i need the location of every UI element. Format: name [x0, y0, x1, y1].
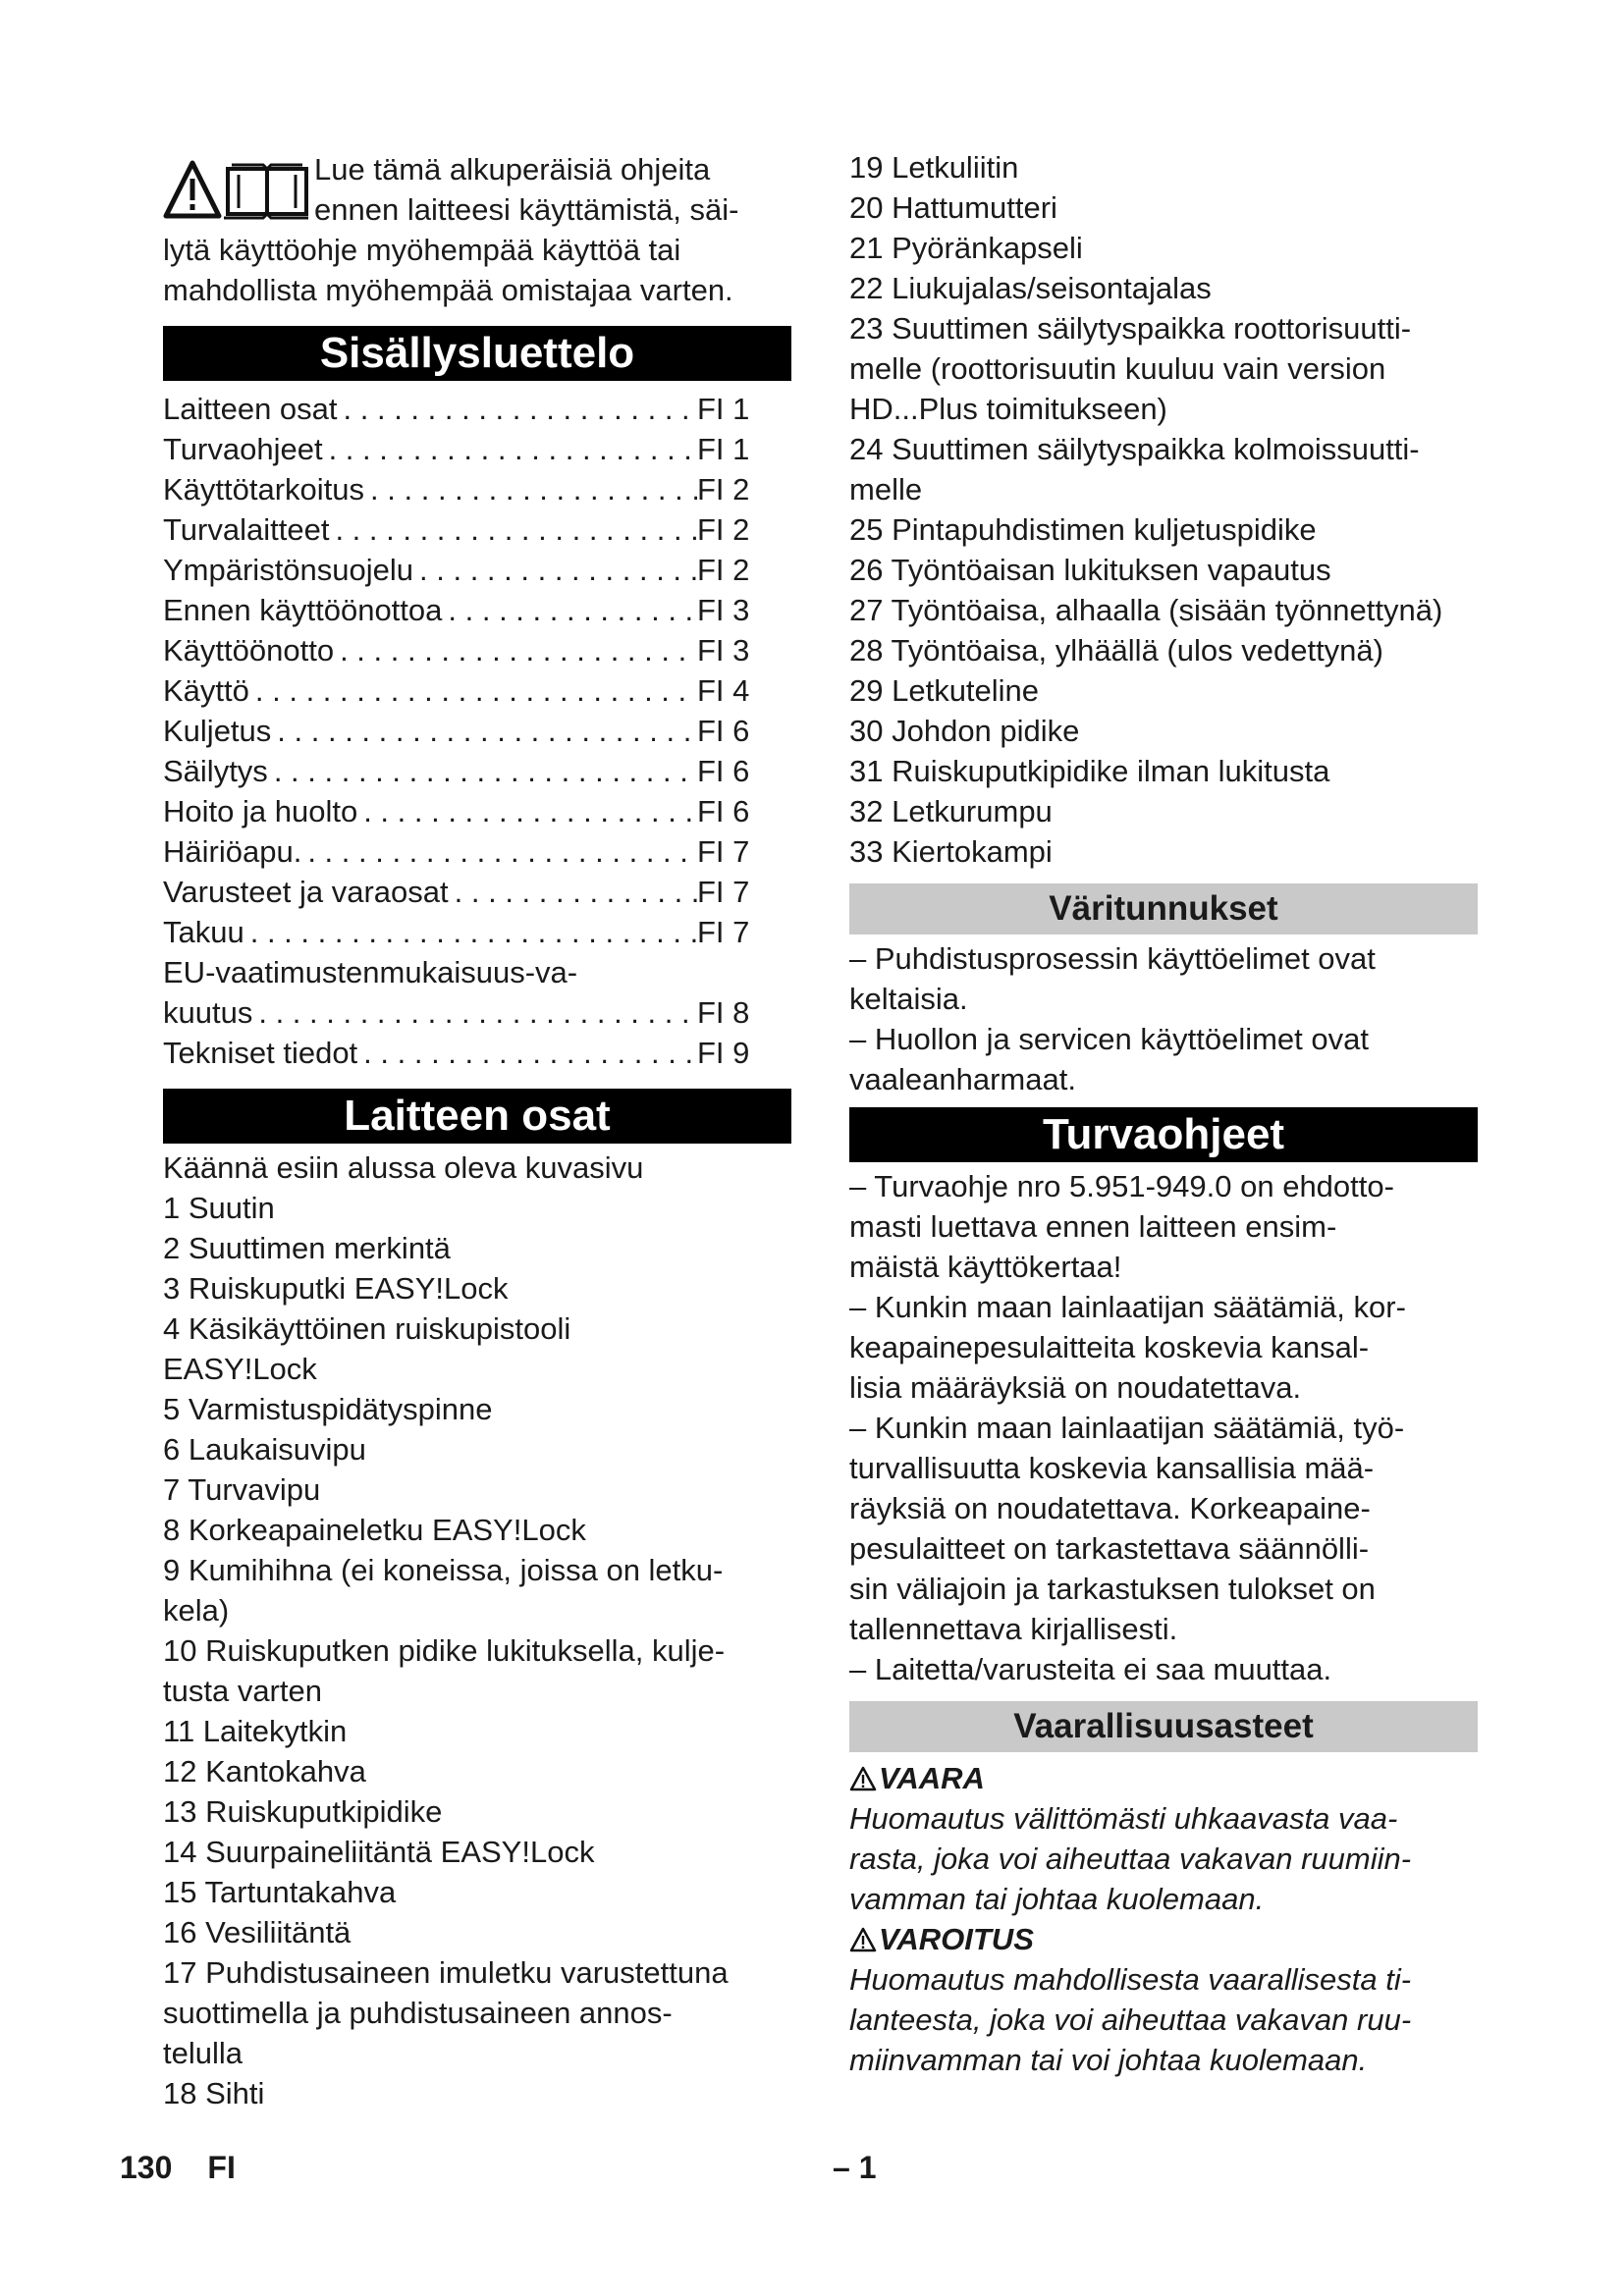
language-code: FI — [207, 2150, 236, 2185]
list-item: 11 Laitekytkin — [163, 1714, 348, 1748]
list-item: 27 Työntöaisa, alhaalla (sisään työnnettynä) — [849, 593, 1443, 627]
toc-entry[interactable]: Säilytys . . . FI 6 — [163, 751, 791, 791]
hazard-danger — [849, 1758, 1478, 1919]
intro-line: mahdollista myöhempää omistajaa varten. — [163, 273, 733, 307]
list-item: 2 Suuttimen merkintä — [163, 1231, 451, 1265]
warning-triangle-icon — [166, 163, 219, 216]
toc-entry[interactable]: Kuljetus . . . FI 6 — [163, 711, 791, 751]
list-item: – Puhdistusprosessin käyttöelimet ovat keltaisia. — [849, 941, 1376, 1016]
colors-list — [849, 938, 1478, 1099]
list-item: 17 Puhdistusaineen imuletku varustettuna suottimella ja puhdistusaineen annos- telulla — [163, 1955, 729, 2070]
toc-entry[interactable]: Takuu . . . FI 7 — [163, 912, 791, 952]
list-item: 23 Suuttimen säilytyspaikka roottorisuutti- melle (roottorisuutin kuuluu vain version HD...Plus toimitukseen) — [849, 311, 1412, 426]
intro-notice — [163, 147, 791, 310]
list-item: 16 Vesiliitäntä — [163, 1915, 352, 1949]
list-item: 31 Ruiskuputkipidike ilman lukitusta — [849, 754, 1330, 788]
toc-heading: Sisällysluettelo — [163, 326, 791, 381]
list-item: 9 Kumihihna (ei koneissa, joissa on letku- kela) — [163, 1553, 724, 1628]
toc-entry[interactable]: Hoito ja huolto . . . FI 6 — [163, 791, 791, 831]
list-item: 20 Hattumutteri — [849, 190, 1057, 225]
safety-list — [849, 1166, 1478, 1689]
list-item: 18 Sihti — [163, 2076, 265, 2110]
intro-icons — [163, 155, 308, 228]
list-item: 33 Kiertokampi — [849, 834, 1053, 869]
intro-line: Lue tämä alkuperäisiä ohjeita — [314, 152, 711, 187]
list-item: 26 Työntöaisan lukituksen vapautus — [849, 553, 1331, 587]
toc-entry[interactable]: Turvaohjeet . . . FI 1 — [163, 429, 791, 469]
list-item: – Kunkin maan lainlaatijan säätämiä, kor- keapainepesulaitteita koskevia kansal- lisia määräyksiä on noudatettava. — [849, 1290, 1406, 1405]
parts-heading: Laitteen osat — [163, 1089, 791, 1144]
list-item: 15 Tartuntakahva — [163, 1875, 397, 1909]
warning-label: VAROITUS — [879, 1922, 1034, 1956]
list-item: 32 Letkurumpu — [849, 794, 1053, 828]
toc-entry[interactable]: Käyttötarkoitus . . . FI 2 — [163, 469, 791, 509]
list-item: 13 Ruiskuputkipidike — [163, 1794, 443, 1829]
list-item: 22 Liukujalas/seisontajalas — [849, 271, 1212, 305]
toc-entry[interactable]: Ennen käyttöönottoa . . . FI 3 — [163, 590, 791, 630]
list-item: 12 Kantokahva — [163, 1754, 366, 1789]
list-item: – Huollon ja servicen käyttöelimet ovat vaaleanharmaat. — [849, 1022, 1369, 1096]
toc-entry[interactable]: Tekniset tiedot . . . FI 9 — [163, 1033, 791, 1073]
manual-book-icon — [224, 165, 308, 218]
toc-entry[interactable]: Ympäristönsuojelu . . . FI 2 — [163, 550, 791, 590]
list-item: 1 Suutin — [163, 1191, 275, 1225]
list-item: 21 Pyöränkapseli — [849, 231, 1083, 265]
toc-entry[interactable]: kuutus . . . FI 8 — [163, 992, 791, 1033]
list-item: 28 Työntöaisa, ylhäällä (ulos vedettynä) — [849, 633, 1383, 667]
hazard-warning — [849, 1919, 1478, 2080]
colors-heading: Väritunnukset — [849, 883, 1478, 934]
list-item: – Laitetta/varusteita ei saa muuttaa. — [849, 1652, 1332, 1686]
list-item: 5 Varmistuspidätyspinne — [163, 1392, 493, 1426]
toc-entry[interactable]: Laitteen osat . . . FI 1 — [163, 389, 791, 429]
list-item: 14 Suurpaineliitäntä EASY!Lock — [163, 1835, 595, 1869]
left-column — [163, 147, 791, 2113]
toc-entry[interactable]: Käyttöönotto . . . FI 3 — [163, 630, 791, 670]
list-item: 10 Ruiskuputken pidike lukituksella, kulje- tusta varten — [163, 1633, 726, 1708]
warning-text: Huomautus mahdollisesta vaarallisesta ti- lanteesta, joka voi aiheuttaa vakavan ruu- miinvamman tai voi johtaa kuolemaan. — [849, 1962, 1412, 2077]
warning-triangle-icon — [849, 1927, 877, 1952]
section-page-number: – 1 — [833, 2150, 877, 2185]
danger-label: VAARA — [879, 1761, 985, 1795]
toc-entry[interactable]: Turvalaitteet . . . FI 2 — [163, 509, 791, 550]
list-item: 6 Laukaisuvipu — [163, 1432, 366, 1467]
parts-intro: Käännä esiin alussa oleva kuvasivu — [163, 1150, 644, 1185]
parts-list-continued — [849, 147, 1478, 872]
list-item: 24 Suuttimen säilytyspaikka kolmoissuutti- melle — [849, 432, 1420, 507]
warning-triangle-icon — [849, 1766, 877, 1791]
list-item: 4 Käsikäyttöinen ruiskupistooli EASY!Lock — [163, 1311, 571, 1386]
parts-list — [163, 1188, 791, 2113]
list-item: – Turvaohje nro 5.951-949.0 on ehdotto- masti luettava ennen laitteen ensim- mäistä käyttökertaa! — [849, 1169, 1394, 1284]
page-footer — [120, 2150, 236, 2186]
toc-entry-line1[interactable]: EU-vaatimustenmukaisuus-va- — [163, 955, 578, 989]
list-item: 19 Letkuliitin — [849, 150, 1019, 185]
right-column — [849, 147, 1478, 2080]
table-of-contents — [163, 389, 791, 1073]
list-item: – Kunkin maan lainlaatijan säätämiä, työ- turvallisuutta koskevia kansallisia mää- räyksiä on noudatettava. Korkeapaine- pesulaitteet on tarkastettava säännölli- sin väliajoin ja tarkastuksen tulokset on tallennettava kirjallisesti. — [849, 1411, 1405, 1646]
list-item: 3 Ruiskuputki EASY!Lock — [163, 1271, 509, 1306]
hazard-levels-heading: Vaarallisuusasteet — [849, 1701, 1478, 1752]
list-item: 25 Pintapuhdistimen kuljetuspidike — [849, 512, 1317, 547]
list-item: 8 Korkeapaineletku EASY!Lock — [163, 1513, 586, 1547]
intro-line: ennen laitteesi käyttämistä, säi- — [314, 192, 739, 227]
list-item: 29 Letkuteline — [849, 673, 1040, 708]
toc-entry[interactable]: Käyttö . . . FI 4 — [163, 670, 791, 711]
list-item: 30 Johdon pidike — [849, 714, 1080, 748]
intro-line: lytä käyttöohje myöhempää käyttöä tai — [163, 233, 681, 267]
danger-text: Huomautus välittömästi uhkaavasta vaa- rasta, joka voi aiheuttaa vakavan ruumiin- vamman tai johtaa kuolemaan. — [849, 1801, 1412, 1916]
safety-heading: Turvaohjeet — [849, 1107, 1478, 1162]
toc-entry[interactable]: Häiriöapu. . . . FI 7 — [163, 831, 791, 872]
toc-entry[interactable]: Varusteet ja varaosat . . . FI 7 — [163, 872, 791, 912]
list-item: 7 Turvavipu — [163, 1472, 321, 1507]
page-number: 130 — [120, 2150, 173, 2185]
